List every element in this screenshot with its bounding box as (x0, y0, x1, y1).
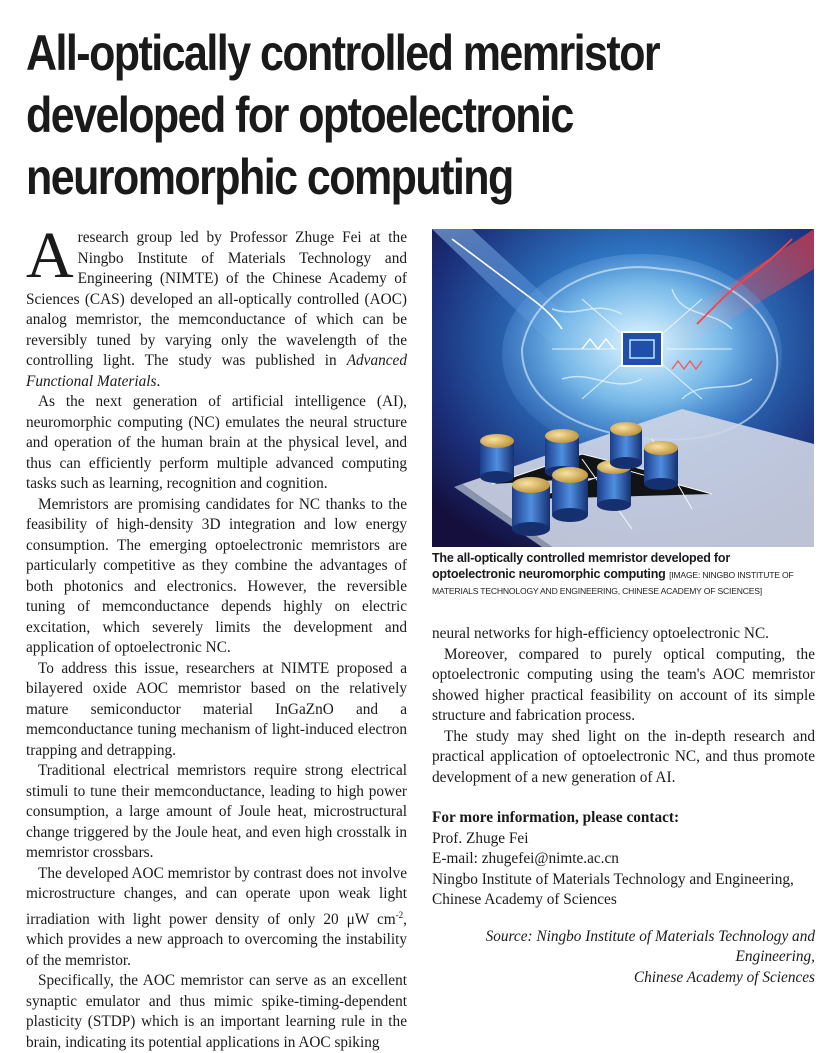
brain-circuit-image (432, 229, 814, 547)
drop-cap: A (26, 219, 74, 292)
paragraph-intro (26, 219, 407, 392)
image-credit: [IMAGE: NINGBO INSTITUTE OF MATERIALS TECHNOLOGY AND ENGINEERING, CHINESE ACADEMY OF SCIENCES] (432, 569, 794, 596)
paragraph-text: Specifically, the AOC memristor can serve as an excellent synaptic emulator and thus mimic spike-timing-dependent plasticity (STDP) which is an important learning rule in the brain, indicating its potential applications in AOC spiking (26, 972, 407, 1051)
intro-text: research group led by Professor Zhuge Fei at the Ningbo Institute of Materials Technology and Engineering (NIMTE) of the Chinese Academy of Sciences (CAS) developed an all-optically controlled (AOC) analog memristor, the memconductance of which can be reversibly tuned by varying only the wavelength of the controlling light. The study was published in (26, 229, 407, 369)
title-line: developed for optoelectronic (26, 87, 573, 143)
memristor-pillar (644, 441, 678, 490)
memristor-pillar (552, 467, 588, 522)
paragraph: As the next generation of artificial intelligence (AI), neuromorphic computing (NC) emulates the neural structure and operation of the human brain at the physical level, and thus can efficiently perform multiple advanced computing tasks such as learning, recognition and cognition. (26, 393, 407, 492)
memristor-pillar (480, 434, 514, 483)
paragraph-split (26, 971, 407, 1053)
left-column (26, 219, 407, 1053)
unit-exponent: -2 (395, 909, 404, 920)
paragraph-text: The developed AOC memristor by contrast does not involve microstructure changes, and can operate upon weak light irradiation with light power density of only 20 μW cm (26, 864, 407, 928)
title-line: All-optically controlled memristor (26, 25, 660, 81)
memristor-pillar (610, 422, 642, 469)
paragraph: The study may shed light on the in-depth research and practical application of optoelectronic NC, and thus promote development of a new generation of AI. (432, 727, 815, 786)
memristor-pillar (512, 477, 550, 536)
paragraph-text: neural networks for high-efficiency optoelectronic NC. (432, 625, 769, 642)
paragraph: Moreover, compared to purely optical computing, the optoelectronic computing using the team's AOC memristor showed higher practical feasibility on account of its simple structure and fabrication process. (432, 645, 815, 724)
contact-name: Prof. Zhuge Fei (432, 829, 529, 847)
paragraph: Traditional electrical memristors require strong electrical stimuli to tune their memconductance, leading to high power consumption, a large amount of Joule heat, microstructural change triggered by the Joule heat, and even high crosstalk in memristor crossbars. (26, 762, 407, 861)
contact-institute: Ningbo Institute of Materials Technology and Engineering, (432, 870, 794, 888)
right-column (432, 624, 815, 988)
contact-block (432, 808, 815, 911)
source-line: Chinese Academy of Sciences (633, 968, 815, 986)
paragraph-continued (432, 624, 815, 645)
contact-institute: Chinese Academy of Sciences (432, 891, 617, 908)
contact-heading: For more information, please contact: (432, 809, 680, 826)
memristor-illustration (432, 229, 814, 547)
journal-name: Advanced Functional Materials (26, 352, 407, 390)
intro-tail: . (156, 372, 161, 390)
figure-caption (432, 551, 816, 600)
article-title (26, 22, 714, 208)
caption-text: The all-optically controlled memristor developed for optoelectronic neuromorphic computing (432, 551, 730, 581)
paragraph: To address this issue, researchers at NIMTE proposed a bilayered oxide AOC memristor based on the relatively mature semiconductor material InGaZnO and a memconductance tuning mechanism of light-induced electron trapping and detrapping. (26, 659, 407, 759)
source-credit (432, 927, 815, 989)
contact-email[interactable]: E-mail: zhugefei@nimte.ac.cn (432, 850, 619, 867)
source-line: Source: Ningbo Institute of Materials Technology and Engineering, (485, 927, 815, 965)
paragraph: Memristors are promising candidates for NC thanks to the feasibility of high-density 3D integration and low energy consumption. The emerging optoelectronic memristors are particularly competitive as they combine the advantages of both photonics and electronics. However, the reversible tuning of memconductance depends highly on electric excitation, which severely limits the development and application of optoelectronic NC. (26, 495, 407, 656)
paragraph-text: , which provides a new approach to overcoming the instability of the memristor. (26, 910, 407, 969)
paragraph-power-density (26, 864, 407, 972)
title-line: neuromorphic computing (26, 149, 513, 205)
